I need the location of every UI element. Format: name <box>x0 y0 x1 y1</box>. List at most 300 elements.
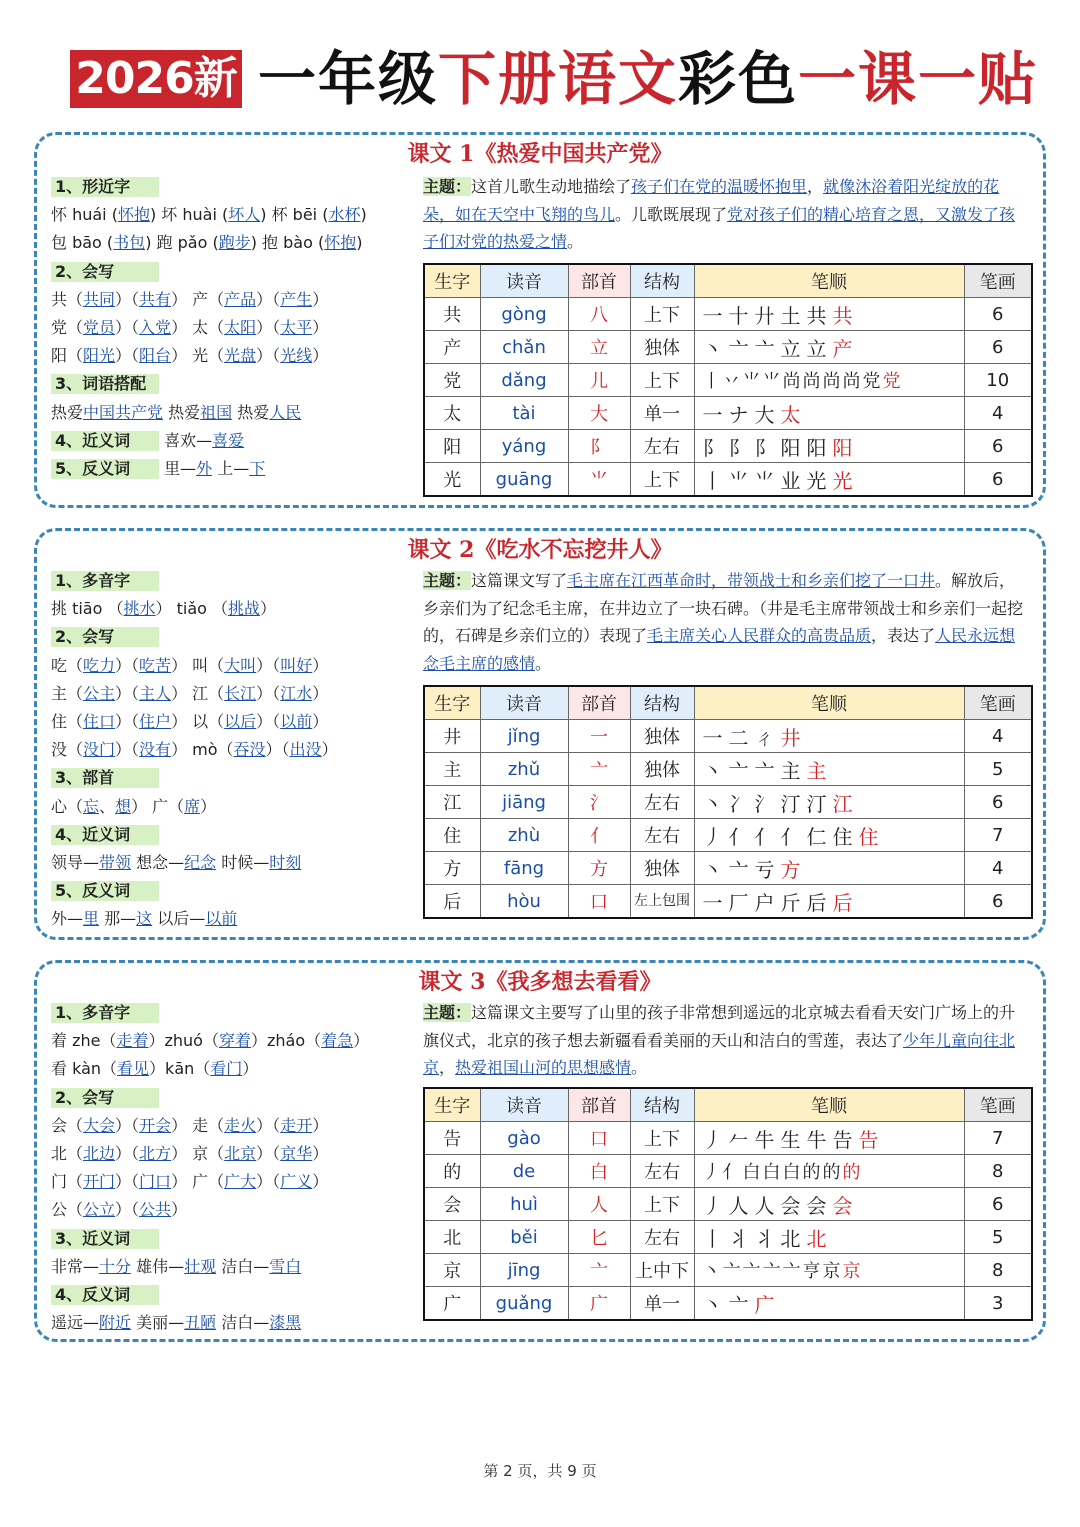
plain-text: ）（ <box>115 711 140 731</box>
notes-line <box>51 1309 411 1337</box>
section-heading: 4、反义词 <box>51 1285 159 1305</box>
stroke-step: 亠 <box>722 1261 743 1282</box>
answer-text: 广大 <box>224 1172 257 1192</box>
plain-text: 洁白— <box>216 1256 270 1276</box>
plain-text: ） <box>260 599 277 619</box>
stroke-step: 亠 <box>742 1261 763 1282</box>
plain-text: 会（ <box>51 1115 84 1135</box>
radical-cell: ⺌ <box>568 463 630 497</box>
plain-text: ) 坏 huài ( <box>149 205 229 225</box>
stroke-count-cell: 10 <box>964 364 1032 397</box>
notes-line <box>51 1112 411 1140</box>
stroke-order-cell <box>694 1254 964 1287</box>
stroke-step: 人 <box>728 1193 755 1218</box>
radical-cell: 亻 <box>568 819 630 852</box>
table-row <box>424 1254 1032 1287</box>
notes-line <box>51 455 411 483</box>
column-header: 部首 <box>568 686 630 720</box>
char-cell: 告 <box>424 1122 480 1155</box>
table-header-row <box>424 1088 1032 1122</box>
answer-text: 纪念 <box>184 852 217 872</box>
pinyin-cell: guāng <box>480 463 568 497</box>
char-cell: 方 <box>424 852 480 885</box>
plain-text: ）（ <box>115 683 140 703</box>
notes-line <box>51 1281 411 1309</box>
answer-text: 大会 <box>83 1115 116 1135</box>
table-row <box>424 1122 1032 1155</box>
notes-line <box>51 764 411 792</box>
stroke-order-cell <box>694 397 964 430</box>
pinyin-cell: zhǔ <box>480 753 568 786</box>
stroke-step: 方 <box>780 857 807 882</box>
notes-line <box>51 708 411 736</box>
plain-text: ）（ <box>115 289 140 309</box>
stroke-step: 尚 <box>822 371 843 392</box>
answer-text: 吃苦 <box>139 655 172 675</box>
plain-text: ) 杯 bēi ( <box>260 205 329 225</box>
table-row <box>424 1221 1032 1254</box>
stroke-step: 丿 <box>702 1162 723 1183</box>
answer-text: 出没 <box>289 740 322 760</box>
answer-text: 主人 <box>139 683 172 703</box>
stroke-step: 廾 <box>754 303 781 328</box>
stroke-step: 冫 <box>728 791 755 816</box>
lesson-card-3 <box>34 960 1046 1342</box>
pinyin-cell: zhù <box>480 819 568 852</box>
answer-text: 住户 <box>139 711 172 731</box>
structure-cell: 独体 <box>630 720 694 753</box>
section-heading: 4、近义词 <box>51 431 159 451</box>
answer-text: 孩子们在党的温暖怀抱里 <box>631 177 808 196</box>
plain-text: 外— <box>51 909 84 929</box>
char-cell: 光 <box>424 463 480 497</box>
plain-text: 非常— <box>51 1256 100 1276</box>
lesson-card-2 <box>34 528 1046 940</box>
stroke-step: 阝 <box>728 435 755 460</box>
answer-text: 没门 <box>83 740 116 760</box>
column-header: 生字 <box>424 1088 480 1122</box>
answer-text: 想 <box>115 796 132 816</box>
stroke-count-cell: 5 <box>964 1221 1032 1254</box>
char-cell: 广 <box>424 1287 480 1321</box>
table-row <box>424 1188 1032 1221</box>
radical-cell: 亠 <box>568 753 630 786</box>
theme-label: 主题： <box>423 571 472 590</box>
table-row <box>424 430 1032 463</box>
answer-text: 开门 <box>83 1172 116 1192</box>
plain-text: 热爱 <box>51 402 84 422</box>
plain-text: ) 抱 bào ( <box>250 233 325 253</box>
answer-text: 江水 <box>280 683 313 703</box>
plain-text: 。儿歌既展现了 <box>615 204 728 224</box>
table-row <box>424 364 1032 397</box>
plain-text: 心（ <box>51 796 84 816</box>
section-heading: 3、近义词 <box>51 1229 159 1249</box>
table-row <box>424 852 1032 885</box>
answer-text: 以前 <box>280 711 313 731</box>
char-cell: 的 <box>424 1155 480 1188</box>
answer-text: 门口 <box>139 1172 172 1192</box>
column-header: 读音 <box>480 1088 568 1122</box>
table-row <box>424 331 1032 364</box>
stroke-step: 广 <box>754 1292 781 1317</box>
notes-line <box>51 877 411 905</box>
answer-text: 北京 <box>224 1143 257 1163</box>
stroke-step: 白 <box>762 1162 783 1183</box>
table-row <box>424 753 1032 786</box>
stroke-step: 亠 <box>754 336 781 361</box>
stroke-step: 业 <box>780 468 807 493</box>
plain-text: ）（ <box>256 317 281 337</box>
column-header: 部首 <box>568 1088 630 1122</box>
notes-line <box>51 370 411 398</box>
pinyin-cell: tài <box>480 397 568 430</box>
notes-line <box>51 1055 411 1083</box>
stroke-step: 二 <box>728 725 755 750</box>
plain-text: 。解放后，乡亲们为了纪念毛主席，在井边立了一块石碑。（井是毛主席带领战士和乡亲们一起挖的，石碑是乡亲们立的）表现了 <box>423 571 1024 645</box>
table-row <box>424 819 1032 852</box>
answer-text: 热爱祖国山河的思想感情 <box>455 1058 632 1077</box>
stroke-count-cell: 3 <box>964 1287 1032 1321</box>
stroke-step: 北 <box>806 1226 833 1251</box>
stroke-order-cell <box>694 1188 964 1221</box>
stroke-step: 亻 <box>722 1162 743 1183</box>
stroke-step: ⺌ <box>762 371 783 392</box>
notes-line <box>51 849 411 877</box>
answer-text: 雪白 <box>269 1256 302 1276</box>
plain-text: ）（ <box>256 655 281 675</box>
answer-text: 挑战 <box>228 599 261 619</box>
stroke-step: 的 <box>822 1162 843 1183</box>
answer-text: 中国共产党 <box>83 402 164 422</box>
plain-text: ） 太（ <box>171 317 225 337</box>
plain-text: 洁白— <box>216 1313 270 1333</box>
stroke-step: 丿 <box>702 824 729 849</box>
plain-text: ） <box>312 289 329 309</box>
structure-cell: 左右 <box>630 430 694 463</box>
pinyin-cell: jīng <box>480 1254 568 1287</box>
column-header: 笔顺 <box>694 686 964 720</box>
stroke-order-cell <box>694 885 964 919</box>
char-cell: 主 <box>424 753 480 786</box>
plain-text: 里— <box>159 458 197 478</box>
plain-text: ） 京（ <box>171 1143 225 1163</box>
answer-text: 共同 <box>83 289 116 309</box>
stroke-step: ⺌ <box>754 468 781 493</box>
answer-text: 下 <box>249 458 266 478</box>
stroke-count-cell: 6 <box>964 463 1032 497</box>
structure-cell: 独体 <box>630 852 694 885</box>
stroke-order-cell <box>694 364 964 397</box>
stroke-step: 丶 <box>702 758 729 783</box>
answer-text: 广义 <box>280 1172 313 1192</box>
section-heading: 5、反义词 <box>51 459 159 479</box>
pinyin-cell: huì <box>480 1188 568 1221</box>
answer-text: 里 <box>83 909 100 929</box>
answer-text: 丑陋 <box>184 1313 217 1333</box>
plain-text: 着 zhe（ <box>51 1031 117 1051</box>
table-row <box>424 885 1032 919</box>
stroke-count-cell: 8 <box>964 1254 1032 1287</box>
stroke-order-cell <box>694 331 964 364</box>
stroke-step: 汀 <box>780 791 807 816</box>
structure-cell: 左上包围 <box>630 885 694 919</box>
stroke-order-cell <box>694 1122 964 1155</box>
column-header: 笔顺 <box>694 264 964 298</box>
notes-line <box>51 595 411 623</box>
column-header: 结构 <box>630 686 694 720</box>
stroke-step: 尚 <box>842 371 863 392</box>
title-part: 下册语文 <box>438 45 679 113</box>
structure-cell: 单一 <box>630 1287 694 1321</box>
char-cell: 太 <box>424 397 480 430</box>
section-heading: 3、部首 <box>51 768 159 788</box>
answer-text: 跑步 <box>218 233 251 253</box>
plain-text: 看 kàn（ <box>51 1059 118 1079</box>
notes-line <box>51 652 411 680</box>
stroke-step: 江 <box>832 791 859 816</box>
answer-text: 着急 <box>321 1031 354 1051</box>
plain-text: 怀 huái ( <box>51 205 118 225</box>
plain-text: ） 江（ <box>171 683 225 703</box>
plain-text: ） 叫（ <box>171 655 225 675</box>
notes-line <box>51 399 411 427</box>
table-row <box>424 720 1032 753</box>
notes-line <box>51 793 411 821</box>
stroke-step: 丶 <box>702 857 729 882</box>
radical-cell: 方 <box>568 852 630 885</box>
pinyin-cell: běi <box>480 1221 568 1254</box>
stroke-step: 光 <box>832 468 859 493</box>
stroke-step: 一 <box>702 402 729 427</box>
answer-text: 叫好 <box>280 655 313 675</box>
radical-cell: 儿 <box>568 364 630 397</box>
plain-text: ）zhuó（ <box>148 1031 219 1051</box>
stroke-step: 会 <box>780 1193 807 1218</box>
lesson-title: 课文 3《我多想去看看》 <box>418 969 662 995</box>
radical-cell: 一 <box>568 720 630 753</box>
notes-line <box>51 905 411 933</box>
plain-text: ）（ <box>256 346 281 366</box>
stroke-step: 户 <box>754 890 781 915</box>
answer-text: 毛主席关心人民群众的高贵品质 <box>647 626 872 645</box>
stroke-step: 汀 <box>806 791 833 816</box>
answer-text: 十分 <box>99 1256 132 1276</box>
notes-line <box>51 258 411 286</box>
stroke-step: 主 <box>780 758 807 783</box>
plain-text: ） 光（ <box>171 346 225 366</box>
answer-text: 祖国 <box>200 402 233 422</box>
stroke-step: 住 <box>858 824 885 849</box>
stroke-step: 亠 <box>728 758 755 783</box>
answer-text: 忘 <box>83 796 100 816</box>
char-cell: 产 <box>424 331 480 364</box>
plain-text: ， <box>439 1058 456 1077</box>
answer-text: 怀抱 <box>324 233 357 253</box>
stroke-step: 亻 <box>728 824 755 849</box>
stroke-table <box>423 1087 1033 1321</box>
pinyin-cell: jǐng <box>480 720 568 753</box>
plain-text: 住（ <box>51 711 84 731</box>
plain-text: ）（ <box>256 289 281 309</box>
notes-line <box>51 680 411 708</box>
notes-line <box>51 1168 411 1196</box>
radical-cell: 口 <box>568 1122 630 1155</box>
theme-label: 主题： <box>423 177 472 196</box>
column-header: 笔画 <box>964 686 1032 720</box>
notes-line <box>51 427 411 455</box>
notes-line <box>51 821 411 849</box>
answer-text: 看见 <box>117 1059 150 1079</box>
stroke-order-cell <box>694 753 964 786</box>
structure-cell: 上下 <box>630 364 694 397</box>
section-heading: 2、会写 <box>51 627 159 647</box>
stroke-step: 会 <box>832 1193 859 1218</box>
plain-text: ） <box>353 1031 370 1051</box>
stroke-step: 大 <box>754 402 781 427</box>
radical-cell: 阝 <box>568 430 630 463</box>
answer-text: 阳光 <box>83 346 116 366</box>
stroke-count-cell: 6 <box>964 298 1032 331</box>
answer-text: 长江 <box>224 683 257 703</box>
stroke-step: 亠 <box>728 857 755 882</box>
pinyin-cell: dǎng <box>480 364 568 397</box>
plain-text: ） <box>200 796 217 816</box>
answer-text: 席 <box>184 796 201 816</box>
section-heading: 5、反义词 <box>51 881 159 901</box>
stroke-step: 党 <box>882 371 903 392</box>
radical-cell: 八 <box>568 298 630 331</box>
section-heading: 3、词语搭配 <box>51 374 159 394</box>
pinyin-cell: fāng <box>480 852 568 885</box>
stroke-step: 白 <box>742 1162 763 1183</box>
stroke-step: 京 <box>822 1261 843 1282</box>
stroke-step: 亠 <box>782 1261 803 1282</box>
stroke-order-cell <box>694 430 964 463</box>
stroke-step: 会 <box>806 1193 833 1218</box>
pinyin-cell: hòu <box>480 885 568 919</box>
stroke-step: 亠 <box>728 336 755 361</box>
pinyin-cell: gòng <box>480 298 568 331</box>
plain-text: ，表达了 <box>871 626 936 645</box>
pinyin-cell: chǎn <box>480 331 568 364</box>
stroke-order-cell <box>694 852 964 885</box>
answer-text: 大叫 <box>224 655 257 675</box>
stroke-count-cell: 5 <box>964 753 1032 786</box>
plain-text: ） 广（ <box>171 1172 225 1192</box>
notes-line <box>51 286 411 314</box>
plain-text: 共（ <box>51 289 84 309</box>
radical-cell: 口 <box>568 885 630 919</box>
char-cell: 江 <box>424 786 480 819</box>
section-heading: 4、近义词 <box>51 825 159 845</box>
table-header-row <box>424 686 1032 720</box>
lesson-theme <box>423 999 1031 1082</box>
answer-text: 没有 <box>139 740 172 760</box>
stroke-order-cell <box>694 786 964 819</box>
plain-text: ） <box>312 1143 329 1163</box>
answer-text: 太平 <box>280 317 313 337</box>
plain-text: 阳（ <box>51 346 84 366</box>
stroke-step: 党 <box>862 371 883 392</box>
answer-text: 公主 <box>83 683 116 703</box>
stroke-table <box>423 685 1033 919</box>
notes-line <box>51 342 411 370</box>
answer-text: 以后 <box>224 711 257 731</box>
stroke-step: 太 <box>780 402 807 427</box>
plain-text: ) 跑 pǎo ( <box>145 233 219 253</box>
stroke-step: 亠 <box>762 1261 783 1282</box>
stroke-step: 主 <box>806 758 833 783</box>
stroke-step: 阝 <box>754 435 781 460</box>
plain-text: 这篇课文写了 <box>471 571 568 590</box>
stroke-step: 后 <box>806 890 833 915</box>
stroke-count-cell: 6 <box>964 430 1032 463</box>
plain-text: ）（ <box>115 317 140 337</box>
plain-text: ）（ <box>115 346 140 366</box>
plain-text: ） 广（ <box>131 796 185 816</box>
radical-cell: 大 <box>568 397 630 430</box>
answer-text: 住口 <box>83 711 116 731</box>
answer-text: 吞没 <box>233 740 266 760</box>
answer-text: 水杯 <box>328 205 361 225</box>
answer-text: 吃力 <box>83 655 116 675</box>
stroke-step: 丷 <box>722 371 743 392</box>
answer-text: 阳台 <box>139 346 172 366</box>
section-heading: 2、会写 <box>51 1088 159 1108</box>
structure-cell: 上下 <box>630 1188 694 1221</box>
stroke-order-cell <box>694 819 964 852</box>
notes-line <box>51 1140 411 1168</box>
plain-text: ）（ <box>256 711 281 731</box>
stroke-step: 共 <box>832 303 859 328</box>
title-part: 彩色 <box>678 45 799 113</box>
structure-cell: 左右 <box>630 1221 694 1254</box>
stroke-step: 厂 <box>728 890 755 915</box>
radical-cell: 匕 <box>568 1221 630 1254</box>
answer-text: 京华 <box>280 1143 313 1163</box>
answer-text: 这 <box>136 909 153 929</box>
plain-text: 没（ <box>51 740 84 760</box>
plain-text: 以后— <box>152 909 206 929</box>
page-title <box>258 44 1038 114</box>
answer-text: 走火 <box>224 1115 257 1135</box>
plain-text: ) <box>356 233 363 253</box>
stroke-count-cell: 4 <box>964 852 1032 885</box>
title-part: 一课一贴 <box>798 45 1039 113</box>
stroke-step: ナ <box>728 402 755 427</box>
plain-text: ）（ <box>115 1143 140 1163</box>
stroke-step: 亠 <box>728 1292 755 1317</box>
answer-text: 太阳 <box>224 317 257 337</box>
stroke-order-cell <box>694 1155 964 1188</box>
stroke-step: 丶 <box>702 791 729 816</box>
answer-text: 看门 <box>210 1059 243 1079</box>
plain-text: 。 <box>535 653 552 673</box>
char-cell: 京 <box>424 1254 480 1287</box>
table-row <box>424 1155 1032 1188</box>
pinyin-cell: gào <box>480 1122 568 1155</box>
stroke-step: ㄔ <box>754 725 781 750</box>
stroke-step: 丶 <box>702 1292 729 1317</box>
stroke-step: 丨 <box>702 468 729 493</box>
column-header: 生字 <box>424 264 480 298</box>
plain-text: 雄伟— <box>131 1256 185 1276</box>
stroke-step: 一 <box>702 303 729 328</box>
radical-cell: 广 <box>568 1287 630 1321</box>
plain-text: 主（ <box>51 683 84 703</box>
stroke-step: 丨 <box>702 371 723 392</box>
